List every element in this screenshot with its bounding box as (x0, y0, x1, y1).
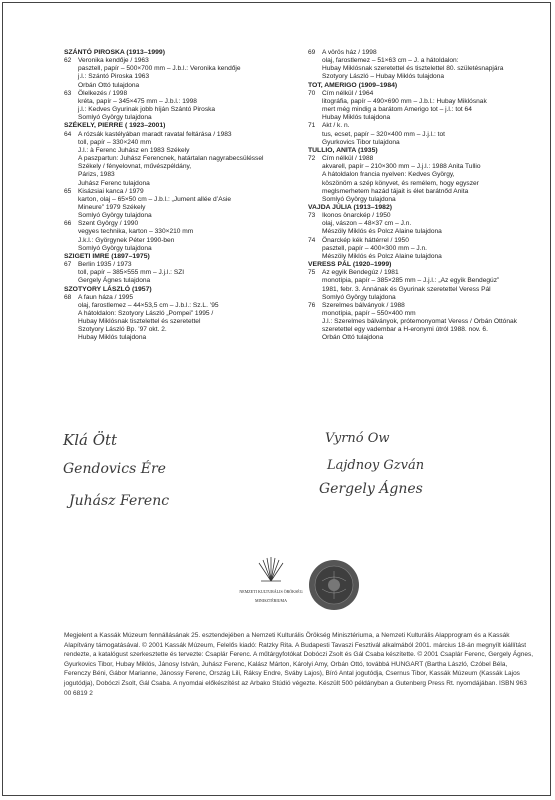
entry-line: monotípia, papír – 550×400 mm (322, 310, 416, 317)
entry-number: 70 (308, 89, 316, 97)
ministry-logo (239, 551, 303, 611)
seal-icon (308, 559, 360, 611)
entry-number: 68 (64, 293, 72, 301)
entry-line: Juhász Ferenc tulajdona (78, 179, 150, 187)
entry-line: litográfia, papír – 490×690 mm – J.b.l.: Hubay Miklósnak (322, 97, 487, 105)
entry-line: mert még mindig a barátom Amerigo tot – j.l.: tot 64 (322, 106, 472, 114)
entry-line: Szerelmes bálványok / 1988 (322, 301, 405, 309)
entry-line: A rózsák kastélyában maradt ravatal feltárása / 1983 (78, 130, 232, 138)
entry-number: 76 (308, 301, 316, 309)
entry-line: Somlyó György tulajdona (322, 293, 396, 301)
entry-number: 73 (308, 212, 316, 220)
entry-line: Mészöly Miklós és Polcz Alaine tulajdona (322, 252, 442, 260)
colophon: Megjelent a Kassák Múzeum fennállásának 25. esztendejében a Nemzeti Kulturális Örökség Minisztériuma, a Nemzeti Kulturális Alapprogram és a Kassák Alapítvány támogatásával. © 2001 Kassák Múzeum, Felelős kiadó: Ratzky Rita. A Budapesti Tavaszi Fesztivál alkalmából 2001. március 18-án megnyílt kiállítást rendezte, a katalógust szerkesztette és tervezte: Csaplár Ferenc. A műtárgyfotókat Dobóczi Zsolt és Gál Csaba készítette. © 2001 Csaplár Ferenc, Gergely Ágnes, Gyurkovics Tibor, Hubay Miklós, Jánosy István, Juhász Ferenc, Kalász Márton, Károlyi Amy, Orbán Ottó, továbbá HUNGART (Bartha László, Czóbel Béla, Ferenczy Béni, Gábor Marianne, Jánossy Ferenc, Ország Lili, Ráksy Endre, Sváby Lajos), Bíró Antal jogutódja, Csernus Tibor, Kassák Múzeum (Kassák Lajos jogutódja), Dobóczi Zsolt, Gál Csaba. A nyomdai előkészítést az Arbako Stúdió végezte. Készült 500 példányban a Gutenberg Press Rt. nyomdájában. ISBN 963 00 6819 2 (64, 632, 534, 697)
entry-line: A vörös ház / 1998 (322, 49, 377, 56)
entry-line: J.l.: à Ferenc Juhász en 1983 Székely (78, 146, 190, 154)
entry-line: karton, olaj – 65×50 cm – J.b.l.: „Jument allée d’Asie (78, 195, 232, 203)
entry-line: olaj, farostlemez – 44×53,5 cm – J.b.l.: Sz.L. ’95 (78, 301, 219, 309)
entry-line: tus, ecset, papír – 320×400 mm – J.j.l.: tot (322, 130, 445, 138)
signature-right-1: Vyrnó Ow (325, 431, 390, 446)
entry-line: Orbán Ottó tulajdona (78, 81, 140, 89)
entry-line: pasztell, papír – 500×700 mm – J.b.l.: Veronika kendője (78, 65, 241, 73)
seal-logo (308, 559, 360, 611)
catalog-entry (308, 155, 544, 204)
entry-number: 66 (64, 220, 72, 228)
entry-line: Berlin 1935 / 1973 (78, 261, 132, 269)
signature-right-3: Gergely Ágnes (319, 481, 423, 497)
artist-heading: SZIGETI IMRE (1897–1975) (64, 252, 150, 260)
entry-line: kréta, papír – 345×475 mm – J.b.l.: 1998 (78, 97, 197, 105)
catalog-entry (308, 49, 544, 82)
entry-body (322, 122, 544, 146)
entry-line: j.l.: Szántó Piroska 1963 (78, 73, 150, 81)
entry-line: Orbán Ottó tulajdona (322, 334, 384, 342)
catalog-entry (308, 122, 544, 146)
entry-line: Cím nélkül / 1964 (322, 89, 374, 97)
entry-line: Önarckép kék háttérrel / 1950 (322, 236, 409, 244)
entry-number: 64 (64, 130, 72, 138)
catalog-entry (64, 131, 300, 188)
entry-line: Szent György / 1990 (78, 220, 139, 228)
entry-line: pasztell, papír – 400×300 mm – J.n. (322, 244, 428, 252)
ministry-emblem-icon (239, 551, 303, 611)
entry-line: A faun háza / 1995 (78, 293, 133, 301)
entry-line: A hátoldalon francia nyelven: Kedves György, (322, 171, 455, 179)
entry-body (322, 212, 544, 236)
entry-number: 71 (308, 122, 316, 130)
entry-line: toll, papír – 330×240 mm (78, 138, 152, 146)
entry-line: monotípia, papír – 385×285 mm – J.j.l.: „Az egyik Bendegúz” (322, 277, 500, 285)
catalog-entry (64, 188, 300, 221)
entry-line: Hubay Miklósnak szeretettel és tisztelettel 80. születésnapjára (322, 65, 504, 73)
entry-line: Szotyory László Bp. ’97 okt. 2. (78, 326, 167, 334)
artist-heading: TOT, AMERIGO (1909–1984) (308, 81, 398, 89)
entry-body (322, 90, 544, 123)
catalog-entry (308, 237, 544, 261)
entry-number: 65 (64, 187, 72, 195)
entry-line: Székely / fényelovnat, művészpéldány, (78, 163, 192, 171)
entry-line: Gyurkovics Tibor tulajdona (322, 138, 400, 146)
catalog-page (2, 2, 551, 796)
entry-line: A paszpartun: Juhász Ferencnek, határtalan nagyrabecsüléssel (78, 155, 264, 163)
entry-line: Hubay Miklós tulajdona (78, 334, 147, 342)
logo-text-1: NEMZETI KULTURÁLIS ÖRÖKSÉG (239, 589, 303, 594)
artist-heading: VERESS PÁL (1920–1999) (308, 261, 392, 269)
entry-line: Somlyó György tulajdona (78, 114, 152, 122)
catalog-entry (64, 220, 300, 253)
entry-line: Hubay Miklós tulajdona (322, 114, 391, 122)
artist-heading: SZOTYORY LÁSZLÓ (1957) (64, 285, 152, 293)
entry-number: 75 (308, 269, 316, 277)
entry-number: 62 (64, 57, 72, 65)
entry-line: meglsmerhetem hazád tájait is élet barátnőd Anita (322, 187, 469, 195)
catalog-entry (308, 269, 544, 302)
entry-body (78, 57, 300, 90)
entry-body (322, 155, 544, 204)
catalog-entry (64, 294, 300, 343)
entry-line: szeretettel egy vadembar a H-eronymi útról 1988. nov. 6. (322, 326, 488, 334)
entry-line: Ölelkezés / 1998 (78, 89, 128, 97)
entry-line: Az egyik Bendegúz / 1981 (322, 269, 399, 277)
entry-body (322, 49, 544, 82)
entry-body (78, 131, 300, 188)
catalog-entry (64, 57, 300, 90)
catalog-entry (308, 90, 544, 123)
entry-line: Hubay Miklósnak tisztelettel és szeretettel (78, 318, 201, 326)
entry-line: Mineure” 1979 Székely (78, 203, 146, 211)
entry-line: 1981, febr. 3. Annának és Gyurinak szeretettel Veress Pál (322, 285, 491, 293)
entry-line: J.k.l.: Györgynek Péter 1990-ben (78, 236, 175, 244)
entry-body (78, 188, 300, 221)
entry-line: olaj, vászon – 48×37 cm – J.n. (322, 220, 412, 228)
entry-body (322, 237, 544, 261)
entry-line: Ikonos önarckép / 1950 (322, 212, 391, 220)
entry-number: 69 (308, 49, 316, 56)
logo-text-2: MINISZTÉRIUMA (255, 598, 287, 603)
signature-left-1: Klá Ött (63, 431, 118, 449)
entry-number: 67 (64, 261, 72, 269)
artist-heading: SZÉKELY, PIERRE ( 1923–2001) (64, 122, 166, 130)
entry-line: toll, papír – 385×555 mm – J.j.l.: SZI (78, 269, 185, 277)
entry-line: j.l.: Kedves Gyurinak jobb híján Szántó Piroska (78, 106, 216, 114)
entry-line: J.l.: Szerelmes bálványok, prótemonyomat Veress / Orbán Ottónak (322, 318, 517, 326)
entry-line: olaj, farostlemez – 51×63 cm – J. a hátoldalon: (322, 57, 459, 65)
entry-number: 72 (308, 155, 316, 163)
signature-right-2: Lajdnoy Gzván (327, 458, 425, 473)
entry-line: Kisázsiai kanca / 1979 (78, 187, 144, 195)
catalog-entry (64, 90, 300, 123)
artist-heading: SZÁNTÓ PIROSKA (1913–1999) (64, 49, 165, 56)
catalog-entry (308, 212, 544, 236)
catalog-entry (308, 302, 544, 343)
signature-left-2: Gendovics Ére (63, 461, 166, 477)
entry-line: Szotyory László – Hubay Miklós tulajdona (322, 73, 445, 81)
catalog-entry (64, 261, 300, 285)
entry-body (78, 261, 300, 285)
entry-body (78, 294, 300, 343)
entry-line: Somlyó György tulajdona (322, 195, 396, 203)
entry-line: akvarell, papír – 210×300 mm – J.j.l.: 1988 Anita Tullio (322, 163, 481, 171)
entry-line: Mészöly Miklós és Polcz Alaine tulajdona (322, 228, 442, 236)
entry-line: Akt / k. n. (322, 122, 350, 130)
entry-number: 63 (64, 89, 72, 97)
entry-line: Gergely Ágnes tulajdona (78, 277, 151, 285)
entry-body (78, 90, 300, 123)
entry-body (78, 220, 300, 253)
entry-line: vegyes technika, karton – 330×210 mm (78, 228, 194, 236)
left-column (64, 49, 300, 343)
entry-line: Párizs, 1983 (78, 171, 115, 179)
entry-body (322, 302, 544, 343)
right-column (308, 49, 544, 343)
entry-line: köszönöm a szép könyvet, és remélem, hogy egyszer (322, 179, 479, 187)
entry-number: 74 (308, 236, 316, 244)
entry-line: Cím nélkül / 1988 (322, 155, 374, 163)
entry-line: Somlyó György tulajdona (78, 244, 152, 252)
entry-line: A hátoldalon: Szotyory László „Pompei” 1995 / (78, 310, 214, 317)
entry-line: Somlyó György tulajdona (78, 212, 152, 220)
artist-heading: VAJDA JÚLIA (1913–1982) (308, 203, 392, 211)
entry-line: Veronika kendője / 1963 (78, 57, 149, 65)
entry-body (322, 269, 544, 302)
signature-left-3: Juhász Ferenc (69, 493, 170, 509)
artist-heading: TULLIO, ANITA (1935) (308, 146, 378, 154)
